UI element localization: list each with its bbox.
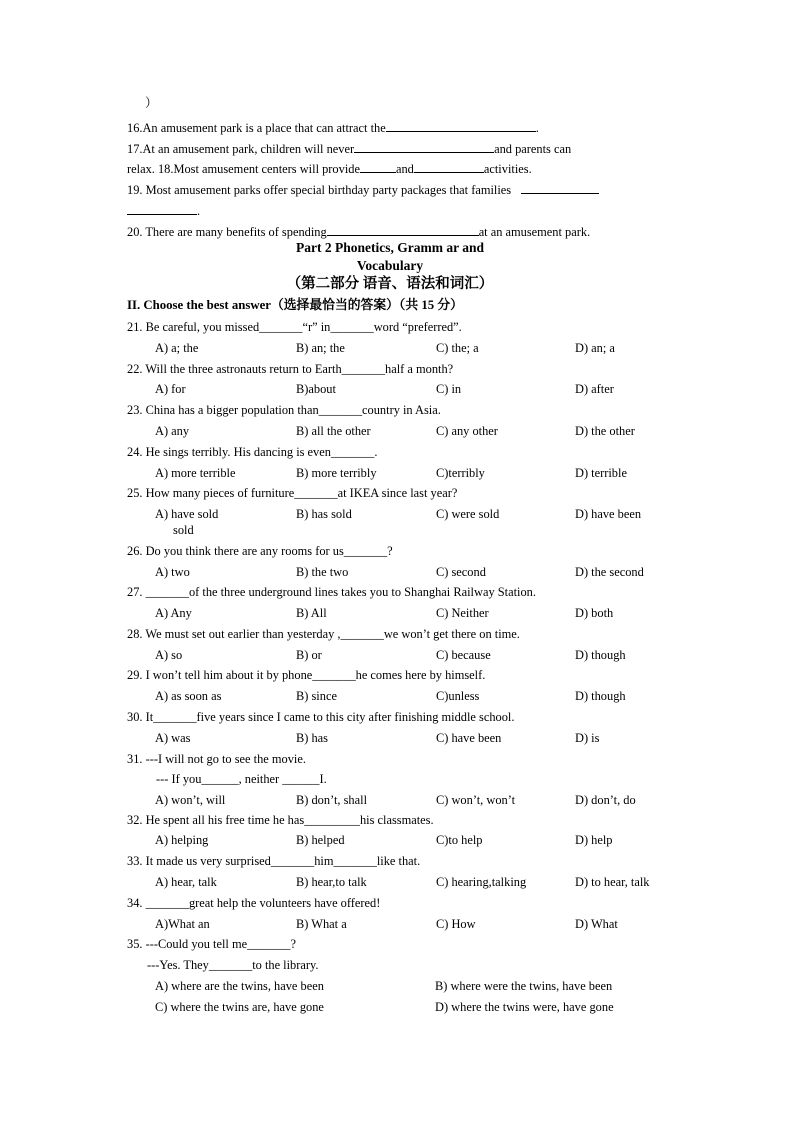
option-a[interactable]: A)What an: [155, 917, 210, 931]
option-d[interactable]: D) though: [575, 648, 626, 662]
option-b[interactable]: B)about: [296, 382, 336, 396]
option-b[interactable]: B) has sold: [296, 507, 352, 521]
question-17: 17.At an amusement park, children will never and parents can: [127, 142, 572, 156]
option-d[interactable]: D) to hear, talk: [575, 875, 650, 889]
option-c[interactable]: C) any other: [436, 424, 498, 438]
option-d[interactable]: D) have been: [575, 507, 642, 521]
answer-blank[interactable]: [386, 120, 536, 132]
option-d[interactable]: D) though: [575, 689, 626, 703]
option-d[interactable]: D) terrible: [575, 466, 627, 480]
part2-title: Part 2 Phonetics, Gramm ar and: [296, 240, 484, 255]
option-c[interactable]: C) where the twins are, have gone: [155, 1000, 324, 1014]
option-a[interactable]: A) hear, talk: [155, 875, 217, 889]
option-c[interactable]: C) were sold: [436, 507, 500, 521]
option-c[interactable]: C) the; a: [436, 341, 479, 355]
option-b[interactable]: B) has: [296, 731, 329, 745]
question-18: relax. 18.Most amusement centers will provide and activities.: [127, 162, 532, 176]
option-b[interactable]: B) more terribly: [296, 466, 377, 480]
option-d[interactable]: D) an; a: [575, 341, 615, 355]
question-stem: 26. Do you think there are any rooms for us_______?: [127, 544, 393, 558]
question-20: 20. There are many benefits of spending at an amusement park.: [127, 225, 591, 239]
option-b[interactable]: B) don’t, shall: [296, 793, 368, 807]
option-b[interactable]: B) All: [296, 606, 327, 620]
answer-blank[interactable]: [414, 161, 484, 173]
option-a[interactable]: A) a; the: [155, 341, 199, 355]
option-a[interactable]: A) won’t, will: [155, 793, 226, 807]
option-c[interactable]: C) How: [436, 917, 476, 931]
option-b[interactable]: B) the two: [296, 565, 349, 579]
option-a-wrap: sold: [173, 523, 194, 537]
answer-blank[interactable]: [521, 182, 599, 194]
closing-paren: ）: [145, 96, 158, 110]
question-19: 19. Most amusement parks offer special birthday party packages that families: [127, 182, 599, 198]
option-c[interactable]: C) in: [436, 382, 462, 396]
option-d[interactable]: D) don’t, do: [575, 793, 636, 807]
question-stem-line2: ---Yes. They_______to the library.: [147, 958, 319, 972]
option-c[interactable]: C) second: [436, 565, 486, 579]
option-d[interactable]: D) the other: [575, 424, 635, 438]
option-c[interactable]: C) hearing,talking: [436, 875, 527, 889]
question-19-cont: .: [127, 203, 200, 219]
option-a[interactable]: A) two: [155, 565, 190, 579]
question-stem: 31. ---I will not go to see the movie.: [127, 752, 306, 766]
option-a[interactable]: A) for: [155, 382, 186, 396]
question-16: 16.An amusement park is a place that can attract the .: [127, 121, 539, 135]
option-c[interactable]: C)unless: [436, 689, 480, 703]
option-d[interactable]: D) is: [575, 731, 600, 745]
option-b[interactable]: B) What a: [296, 917, 347, 931]
option-b[interactable]: B) helped: [296, 833, 345, 847]
part2-title-line2: Vocabulary: [356, 258, 424, 273]
option-a[interactable]: A) have sold: [155, 507, 219, 521]
question-stem: 35. ---Could you tell me_______?: [127, 937, 296, 951]
question-stem: 21. Be careful, you missed_______“r” in_______word “preferred”.: [127, 320, 462, 334]
question-stem: 23. China has a bigger population than_______country in Asia.: [127, 403, 441, 417]
option-c[interactable]: C) Neither: [436, 606, 489, 620]
answer-blank[interactable]: [127, 203, 197, 215]
answer-blank[interactable]: [327, 224, 479, 236]
option-b[interactable]: B) since: [296, 689, 337, 703]
option-b[interactable]: B) where were the twins, have been: [435, 979, 613, 993]
question-stem: 34. _______great help the volunteers have offered!: [127, 896, 381, 910]
answer-blank[interactable]: [360, 161, 396, 173]
question-stem-line2: --- If you______, neither ______I.: [156, 772, 327, 786]
option-b[interactable]: B) all the other: [296, 424, 371, 438]
option-a[interactable]: A) where are the twins, have been: [155, 979, 324, 993]
question-stem: 32. He spent all his free time he has_________his classmates.: [127, 813, 434, 827]
section-heading: II. Choose the best answer（选择最恰当的答案）（共 15 分）: [127, 298, 463, 312]
option-b[interactable]: B) or: [296, 648, 322, 662]
question-stem: 30. It_______five years since I came to this city after finishing middle school.: [127, 710, 515, 724]
part2-title-chinese: （第二部分 语音、语法和词汇）: [286, 276, 494, 292]
option-a[interactable]: A) more terrible: [155, 466, 236, 480]
option-c[interactable]: C)terribly: [436, 466, 485, 480]
option-d[interactable]: D) the second: [575, 565, 644, 579]
option-c[interactable]: C)to help: [436, 833, 483, 847]
option-c[interactable]: C) won’t, won’t: [436, 793, 516, 807]
option-d[interactable]: D) help: [575, 833, 613, 847]
option-a[interactable]: A) was: [155, 731, 191, 745]
option-b[interactable]: B) an; the: [296, 341, 345, 355]
option-d[interactable]: D) where the twins were, have gone: [435, 1000, 614, 1014]
option-d[interactable]: D) after: [575, 382, 614, 396]
question-stem: 28. We must set out earlier than yesterday ,_______we won’t get there on time.: [127, 627, 520, 641]
question-stem: 27. _______of the three underground lines takes you to Shanghai Railway Station.: [127, 585, 536, 599]
option-b[interactable]: B) hear,to talk: [296, 875, 367, 889]
option-a[interactable]: A) any: [155, 424, 190, 438]
option-c[interactable]: C) have been: [436, 731, 502, 745]
question-stem: 33. It made us very surprised_______him_______like that.: [127, 854, 421, 868]
option-d[interactable]: D) What: [575, 917, 618, 931]
question-stem: 22. Will the three astronauts return to Earth_______half a month?: [127, 362, 454, 376]
answer-blank[interactable]: [354, 141, 494, 153]
option-a[interactable]: A) as soon as: [155, 689, 222, 703]
option-d[interactable]: D) both: [575, 606, 614, 620]
option-c[interactable]: C) because: [436, 648, 491, 662]
option-a[interactable]: A) helping: [155, 833, 209, 847]
question-stem: 24. He sings terribly. His dancing is even_______.: [127, 445, 378, 459]
option-a[interactable]: A) Any: [155, 606, 192, 620]
option-a[interactable]: A) so: [155, 648, 183, 662]
question-stem: 25. How many pieces of furniture_______at IKEA since last year?: [127, 486, 458, 500]
question-stem: 29. I won’t tell him about it by phone_______he comes here by himself.: [127, 668, 486, 682]
